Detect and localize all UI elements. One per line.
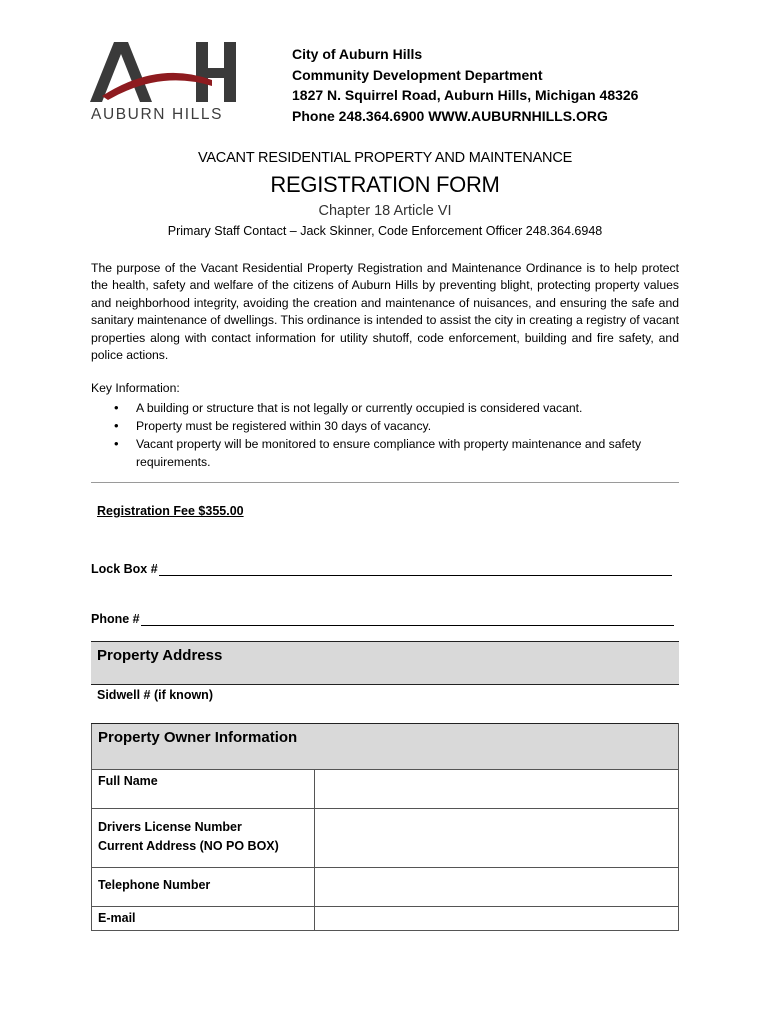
form-title: REGISTRATION FORM (270, 172, 500, 197)
property-owner-table (91, 723, 679, 931)
full-name-label (92, 770, 315, 809)
property-address-heading[interactable]: Property Address (91, 641, 679, 685)
key-information-list (112, 399, 682, 471)
divider (91, 482, 679, 483)
list-item: • Property must be registered within 30 days of vacancy. (112, 417, 682, 435)
list-item: • A building or structure that is not legally or currently occupied is considered vacant. (112, 399, 682, 417)
registration-fee: Registration Fee $355.00 (97, 504, 244, 518)
lock-box-field (91, 562, 672, 576)
phone-field (91, 612, 674, 626)
property-owner-heading: Property Owner Information (92, 724, 679, 770)
purpose-paragraph: The purpose of the Vacant Residential Property Registration and Maintenance Ordinance is to help protect the health, safety and welfare of the citizens of Auburn Hills by preventing blight, protecting property values and neighborhood integrity, avoiding the creation and maintenance of nuisances, and ensuring the safe and sanitary maintenance of dwellings. This ordinance is intended to assist the city in creating a registry of vacant properties along with contact information for utility shutoff, code enforcement, building and fire safety, and police actions. (91, 261, 679, 363)
phone-input[interactable] (141, 613, 674, 626)
org-address: 1827 N. Squirrel Road, Auburn Hills, Michigan 48326 (292, 87, 639, 103)
email-label (92, 907, 315, 931)
staff-contact: Primary Staff Contact – Jack Skinner, Code Enforcement Officer 248.364.6948 (167, 224, 603, 238)
current-address-text: Current Address (NO PO BOX) (98, 839, 279, 853)
full-name-text: Full Name (98, 774, 158, 788)
organization-address-block (292, 44, 638, 126)
telephone-text: Telephone Number (98, 878, 211, 892)
form-chapter: Chapter 18 Article VI (318, 203, 452, 219)
lock-box-label: Lock Box # (91, 562, 158, 576)
license-address-label (92, 809, 315, 868)
lock-box-input[interactable] (159, 563, 672, 576)
telephone-label (92, 868, 315, 907)
list-item: • Vacant property will be monitored to ensure compliance with property maintenance and safety requirements. (112, 435, 682, 471)
telephone-input[interactable] (315, 868, 679, 907)
license-address-input[interactable] (315, 809, 679, 868)
org-department: Community Development Department (292, 66, 543, 83)
phone-label: Phone # (91, 612, 140, 626)
org-city: City of Auburn Hills (292, 46, 423, 62)
key-information-label: Key Information: (91, 381, 180, 395)
email-text: E-mail (98, 911, 136, 925)
form-subtitle: VACANT RESIDENTIAL PROPERTY AND MAINTENANCE (197, 150, 573, 166)
email-input[interactable] (315, 907, 679, 931)
org-phone-website: Phone 248.364.6900 WWW.AUBURNHILLS.ORG (292, 107, 608, 124)
full-name-input[interactable] (315, 770, 679, 809)
sidwell-label: Sidwell # (if known) (97, 688, 213, 702)
drivers-license-text: Drivers License Number (98, 820, 242, 834)
logo-wordmark: AUBURN HILLS (91, 106, 224, 123)
